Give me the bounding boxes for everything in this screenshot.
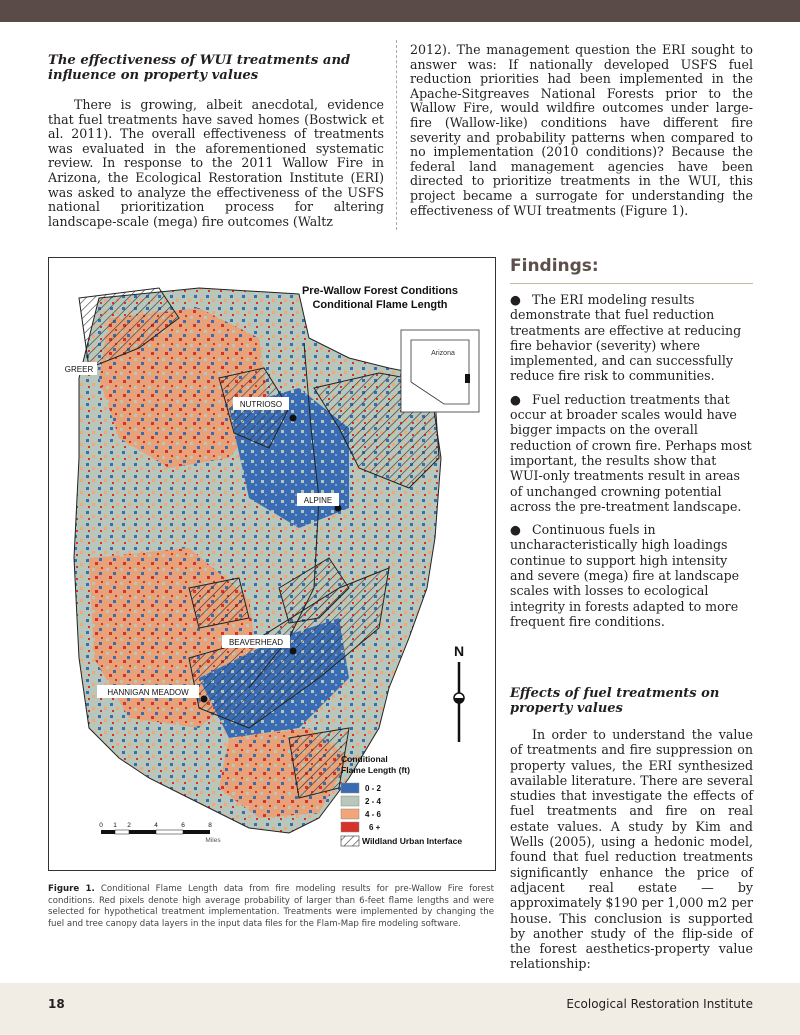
town-marker-hannigan-meadow: [201, 696, 208, 703]
column-divider: [396, 40, 397, 230]
scale-bar: [99, 822, 221, 844]
legend-label-4-6: 4 - 6: [365, 810, 382, 819]
town-label-nutrioso: NUTRIOSO: [239, 400, 283, 409]
caption-text: Conditional Flame Length data from fire modeling results for pre-Wallow Fire forest conditions. Red pixels denote high average probability of larger than 6-feet flame lengths and were selected for hypothetical treatment implementation. Treatments were implemented by changing the fuel and tree canopy data layers in the input data files for the Flam-Map fire modeling software.: [48, 884, 495, 929]
scale-tick: 4: [154, 822, 158, 829]
town-label-beaverhead: BEAVERHEAD: [228, 638, 284, 647]
flame-length-map: [49, 258, 495, 870]
legend-title-line2: Flame Length (ft): [341, 765, 410, 775]
map-title-line1: Pre-Wallow Forest Conditions: [301, 285, 459, 297]
scale-unit: Miles: [205, 837, 221, 844]
inset-locator: [465, 374, 470, 383]
scale-tick: 6: [181, 822, 185, 829]
north-letter: N: [453, 643, 465, 659]
scale-tick: 2: [127, 822, 131, 829]
right-column-body: 2012). The management question the ERI sought to answer was: If nationally developed USFS fuel reduction priorities had been implemented in the Apache-Sitgreaves National Forests prior to the Wallow Fire, would wildfire outcomes under large-fire (Wallow-like) conditions have different fire severity and probability patterns when compared to no implementation (2010 conditions)? Because the federal land management agencies have been directed to prioritize treatments in the WUI, this project became a surrogate for understanding the effectiveness of WUI treatments (Figure 1).: [410, 42, 753, 218]
town-marker-beaverhead: [290, 648, 297, 655]
scale-tick: 0: [99, 822, 103, 829]
legend-swatch-4-6: [341, 809, 359, 819]
findings-item: [510, 292, 753, 384]
figure-caption: [48, 884, 494, 930]
caption-label: Figure 1.: [48, 884, 95, 894]
map-figure: [48, 257, 496, 871]
findings-list: [510, 292, 753, 637]
legend-swatch-0-2: [341, 783, 359, 793]
findings-heading: Findings:: [510, 256, 599, 276]
inset-label: Arizona: [431, 350, 455, 357]
town-marker-nutrioso: [290, 415, 297, 422]
findings-item: [510, 392, 753, 514]
legend-label-0-2: 0 - 2: [365, 784, 382, 793]
right-column: [410, 43, 753, 218]
north-arrow-icon: [454, 643, 464, 742]
map-legend: [341, 754, 462, 846]
bullet-icon: ●: [510, 391, 521, 407]
town-label-alpine: ALPINE: [303, 496, 333, 505]
legend-label-2-4: 2 - 4: [365, 797, 382, 806]
footer-org-name: Ecological Restoration Institute: [566, 997, 753, 1011]
effects-body: In order to understand the value of treatments and fire suppression on property values, the ERI synthesized available literature. There are several studies that investigate the effects of fuel treatments and fire on real estate values. A study by Kim and Wells (2005), using a hedonic model, found that fuel reduction treatments significantly enhance the price of adjacent real estate — by approximately $190 per 1,000 m2 per house. This conclusion is supported by another study of the flip-side of the forest aesthetics-property value relationship:: [510, 727, 753, 972]
legend-label-6-plus: 6 +: [369, 823, 381, 832]
scale-tick: 1: [113, 822, 117, 829]
legend-swatch-6-plus: [341, 822, 359, 832]
left-column: [48, 53, 384, 229]
bullet-icon: ●: [510, 522, 521, 538]
findings-item-text: Continuous fuels in uncharacteristically high loadings continue to support high intensity and severe (mega) fire at landscape scales with losses to ecological integrity in forests adapted to more frequent fire conditions.: [510, 522, 740, 629]
top-color-bar: [0, 0, 800, 22]
bullet-icon: ●: [510, 292, 521, 307]
legend-label-wui: Wildland Urban Interface: [362, 836, 463, 846]
map-title-line2: Conditional Flame Length: [312, 299, 448, 311]
town-label-greer: GREER: [64, 365, 94, 374]
findings-item-text: Fuel reduction treatments that occur at broader scales would have bigger impacts on the overall reduction of crown fire. Perhaps most important, the results show that WUI-only treatments result in areas of unchanged crowning potential across the pre-treatment landscape.: [510, 391, 752, 514]
legend-swatch-2-4: [341, 796, 359, 806]
legend-title-line1: Conditional: [341, 754, 388, 764]
section-title-effects: Effects of fuel treatments on property values: [510, 686, 720, 716]
town-label-hannigan-meadow: HANNIGAN MEADOW: [107, 688, 189, 697]
findings-item-text: The ERI modeling results demonstrate that fuel reduction treatments are effective at reducing fire behavior (severity) where implemented, and can successfully reduce fire risk to communities.: [510, 292, 742, 384]
findings-item: [510, 522, 753, 629]
left-column-body: There is growing, albeit anecdotal, evidence that fuel treatments have saved homes (Bostwick et al. 2011). The overall effectiveness of treatments was evaluated in the aforementioned systematic review. In response to the 2011 Wallow Fire in Arizona, the Ecological Restoration Institute (ERI) was asked to analyze the effectiveness of the USFS national prioritization process for altering landscape-scale (mega) fire outcomes (Waltz: [48, 97, 384, 229]
legend-swatch-wui: [341, 836, 359, 846]
page-number: 18: [48, 997, 65, 1011]
section-title-effectiveness: The effectiveness of WUI treatments and influence on property values: [48, 53, 351, 83]
scale-tick: 8: [208, 822, 212, 829]
findings-rule: [510, 283, 753, 284]
